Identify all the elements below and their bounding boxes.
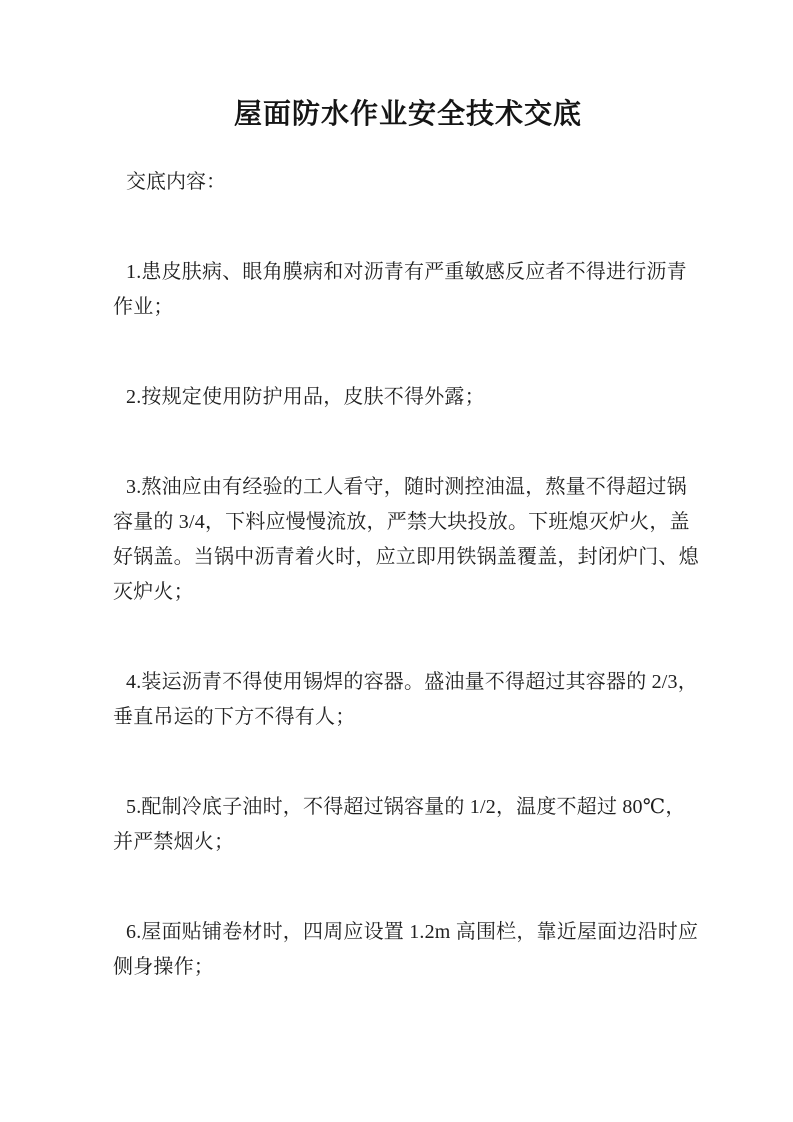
document-title: 屋面防水作业安全技术交底 bbox=[233, 99, 582, 130]
list-item-4: 4.装运沥青不得使用锡焊的容器。盛油量不得超过其容器的 2/3，垂直吊运的下方不得有人； bbox=[113, 671, 698, 728]
list-item-2: 2.按规定使用防护用品，皮肤不得外露； bbox=[126, 386, 485, 408]
list-item-5: 5.配制冷底子油时，不得超过锅容量的 1/2，温度不超过 80℃，并严禁烟火； bbox=[113, 796, 686, 853]
list-item-6: 6.屋面贴铺卷材时，四周应设置 1.2m 高围栏，靠近屋面边沿时应侧身操作； bbox=[113, 921, 699, 978]
list-item-1: 1.患皮肤病、眼角膜病和对沥青有严重敏感反应者不得进行沥青作业； bbox=[113, 261, 687, 318]
list-item-3: 3.熬油应由有经验的工人看守，随时测控油温，熬量不得超过锅容量的 3/4，下料应慢慢流放，严禁大块投放。下班熄灭炉火，盖好锅盖。当锅中沥青着火时，应立即用铁锅盖覆盖，封闭炉门、熄灭炉火； bbox=[113, 476, 699, 603]
content-label: 交底内容： bbox=[126, 171, 226, 193]
